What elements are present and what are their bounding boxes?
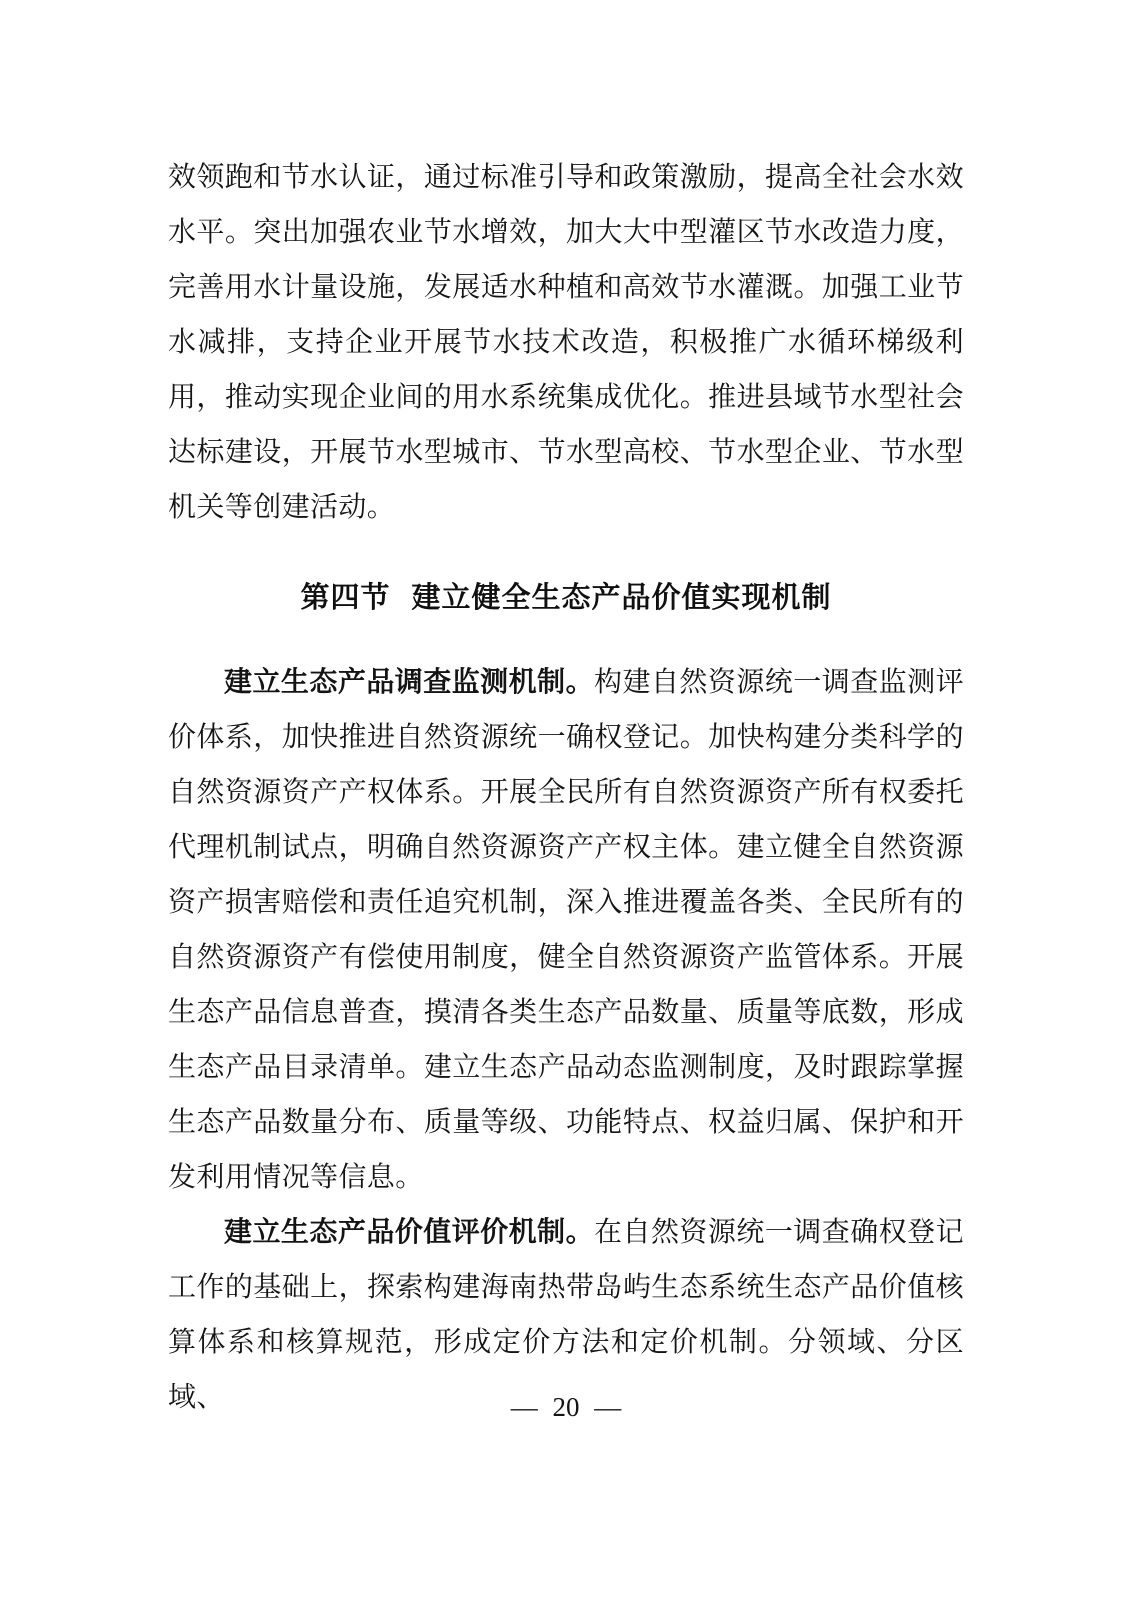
paragraph-survey-monitoring-mechanism [168,655,964,1205]
paragraph-lead-survey-monitoring: 建立生态产品调查监测机制。 [224,667,595,698]
paragraph-text-value-evaluation: 在自然资源统一调查确权登记工作的基础上，探索构建海南热带岛屿生态系统生态产品价值核算体系和核算规范，形成定价方法和定价机制。分领域、分区域、 [168,1217,964,1413]
section-4-heading: 第四节 建立健全生态产品价值实现机制 [300,582,832,614]
paragraph-water-saving: 效领跑和节水认证，通过标准引导和政策激励，提高全社会水效水平。突出加强农业节水增效，加大大中型灌区节水改造力度，完善用水计量设施，发展适水种植和高效节水灌溉。加强工业节水减排，支持企业开展节水技术改造，积极推广水循环梯级利用，推动实现企业间的用水系统集成优化。推进县域节水型社会达标建设，开展节水型城市、节水型高校、节水型企业、节水型机关等创建活动。 [168,162,964,523]
paragraph-lead-value-evaluation: 建立生态产品价值评价机制。 [224,1217,595,1248]
paragraph-text-survey-monitoring: 构建自然资源统一调查监测评价体系，加快推进自然资源统一确权登记。加快构建分类科学的自然资源资产产权体系。开展全民所有自然资源资产所有权委托代理机制试点，明确自然资源资产产权主体。建立健全自然资源资产损害赔偿和责任追究机制，深入推进覆盖各类、全民所有的自然资源资产有偿使用制度，健全自然资源资产监管体系。开展生态产品信息普查，摸清各类生态产品数量、质量等底数，形成生态产品目录清单。建立生态产品动态监测制度，及时跟踪掌握生态产品数量分布、质量等级、功能特点、权益归属、保护和开发利用情况等信息。 [168,667,964,1193]
page-number-footer: — 20 — [510,1392,622,1422]
page-body [168,150,964,1425]
